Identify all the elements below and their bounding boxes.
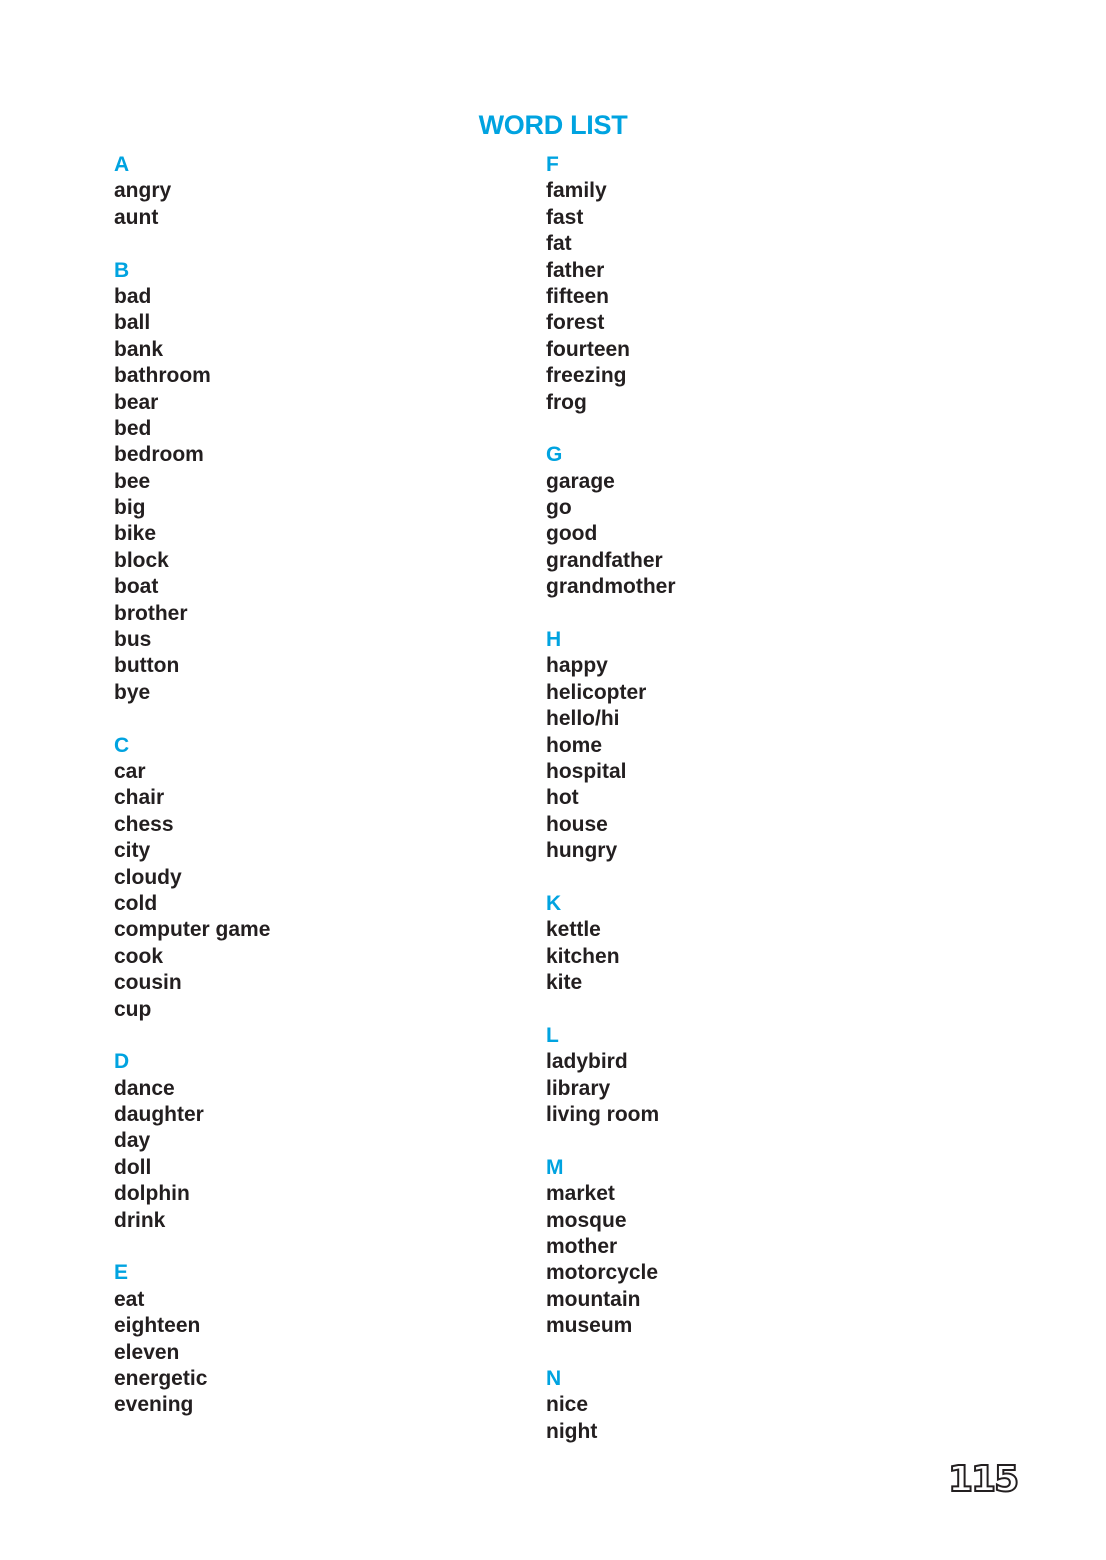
word-item: boat	[114, 575, 159, 599]
word-item: chair	[114, 786, 165, 810]
word-item: frog	[546, 390, 587, 414]
section-letter: N	[546, 1366, 562, 1390]
word-item: happy	[546, 654, 608, 678]
word-item: angry	[114, 179, 172, 203]
section-letter: C	[114, 733, 130, 757]
word-item: fifteen	[546, 284, 609, 308]
word-item: hello/hi	[546, 707, 620, 731]
word-section-f	[546, 152, 676, 416]
section-letter: M	[546, 1155, 564, 1179]
word-item: bedroom	[114, 443, 204, 467]
word-item: dance	[114, 1076, 175, 1100]
word-item: fast	[546, 205, 584, 229]
word-item: chess	[114, 812, 174, 836]
word-section-e	[114, 1260, 270, 1418]
section-letter: G	[546, 443, 563, 467]
word-item: button	[114, 654, 180, 678]
word-item: market	[546, 1182, 615, 1206]
word-item: aunt	[114, 205, 159, 229]
word-item: energetic	[114, 1366, 208, 1390]
word-item: cloudy	[114, 865, 182, 889]
word-item: day	[114, 1129, 151, 1153]
section-letter: E	[114, 1261, 129, 1285]
section-letter: K	[546, 891, 562, 915]
section-letter: L	[546, 1023, 559, 1047]
word-item: hot	[546, 786, 579, 810]
section-letter: D	[114, 1050, 130, 1074]
section-letter: B	[114, 258, 130, 282]
word-item: doll	[114, 1155, 152, 1179]
word-item: bad	[114, 284, 152, 308]
word-item: ladybird	[546, 1050, 628, 1074]
section-letter: H	[546, 628, 562, 652]
word-item: kitchen	[546, 944, 620, 968]
word-item: kite	[546, 971, 583, 995]
word-section-m	[546, 1155, 676, 1340]
word-item: evening	[114, 1393, 194, 1417]
word-item: fat	[546, 232, 572, 256]
word-item: mother	[546, 1235, 618, 1259]
word-item: forest	[546, 311, 605, 335]
word-item: library	[546, 1076, 611, 1100]
word-item: grandfather	[546, 548, 663, 572]
word-item: mosque	[546, 1208, 627, 1232]
word-item: night	[546, 1419, 598, 1443]
word-section-l	[546, 1023, 676, 1129]
word-item: hospital	[546, 759, 627, 783]
word-item: fourteen	[546, 337, 630, 361]
word-item: bank	[114, 337, 164, 361]
word-item: eleven	[114, 1340, 180, 1364]
word-item: father	[546, 258, 605, 282]
word-item: bear	[114, 390, 159, 414]
word-item: computer game	[114, 918, 271, 942]
word-item: nice	[546, 1393, 589, 1417]
word-section-h	[546, 627, 676, 865]
word-item: bike	[114, 522, 157, 546]
word-item: daughter	[114, 1103, 204, 1127]
word-item: bus	[114, 628, 152, 652]
word-item: good	[546, 522, 598, 546]
word-item: go	[546, 496, 572, 520]
word-section-c	[114, 733, 270, 1023]
word-item: eat	[114, 1287, 145, 1311]
word-section-n	[546, 1366, 676, 1445]
word-item: bye	[114, 680, 151, 704]
word-item: cup	[114, 997, 152, 1021]
section-letter: A	[114, 153, 130, 176]
word-item: cold	[114, 891, 158, 915]
word-item: grandmother	[546, 575, 676, 599]
word-item: cook	[114, 944, 164, 968]
word-item: car	[114, 759, 146, 783]
word-item: hungry	[546, 839, 618, 863]
word-item: bee	[114, 469, 151, 493]
word-item: cousin	[114, 971, 182, 995]
page-number: 115	[948, 1459, 1018, 1500]
word-item: brother	[114, 601, 188, 625]
section-letter: F	[546, 153, 559, 176]
word-section-a	[114, 152, 270, 231]
word-item: bathroom	[114, 364, 211, 388]
word-item: museum	[546, 1314, 633, 1338]
word-item: dolphin	[114, 1182, 190, 1206]
word-item: freezing	[546, 364, 627, 388]
word-item: motorcycle	[546, 1261, 659, 1285]
word-item: block	[114, 548, 169, 572]
word-item: big	[114, 496, 146, 520]
word-section-d	[114, 1049, 270, 1234]
word-item: ball	[114, 311, 151, 335]
page-title: WORD LIST	[478, 110, 628, 140]
word-item: living room	[546, 1103, 660, 1127]
word-item: mountain	[546, 1287, 641, 1311]
word-item: house	[546, 812, 608, 836]
word-section-b	[114, 258, 270, 707]
word-list-right-column	[546, 152, 676, 1472]
word-section-k	[546, 891, 676, 997]
word-item: city	[114, 839, 151, 863]
word-section-g	[546, 442, 676, 600]
word-item: family	[546, 179, 607, 203]
word-item: drink	[114, 1208, 166, 1232]
word-list-left-column	[114, 152, 270, 1445]
word-item: home	[546, 733, 603, 757]
word-item: bed	[114, 416, 152, 440]
word-item: helicopter	[546, 680, 647, 704]
word-item: eighteen	[114, 1314, 201, 1338]
word-item: kettle	[546, 918, 601, 942]
word-item: garage	[546, 469, 615, 493]
